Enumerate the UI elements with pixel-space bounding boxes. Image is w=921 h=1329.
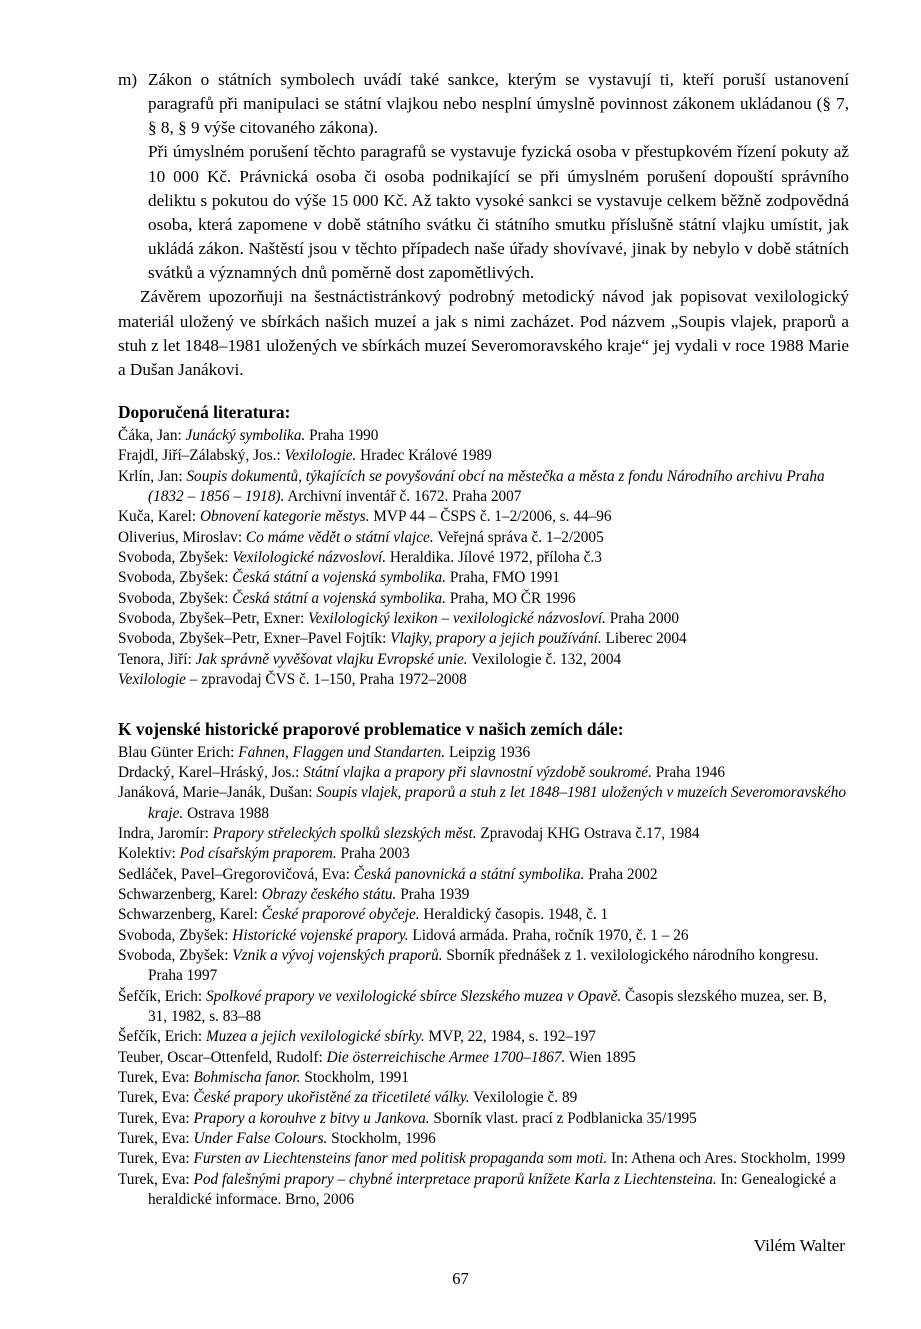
reference-entry — [118, 609, 849, 629]
author-signature: Vilém Walter — [753, 1236, 845, 1256]
reference-entry — [118, 946, 849, 987]
reference-entry — [118, 1068, 849, 1088]
reference-entry — [118, 783, 849, 824]
reference-text: Turek, Eva: — [118, 1109, 194, 1127]
reference-text: Liberec 2004 — [601, 630, 687, 648]
reference-text: Praha 2003 — [336, 845, 410, 863]
reference-text: Praha, MO ČR 1996 — [446, 589, 576, 607]
reference-title: Vexilologie. — [284, 447, 357, 465]
reference-text: Turek, Eva: — [118, 1150, 194, 1168]
reference-entry — [118, 1109, 849, 1129]
reference-text: Indra, Jaromír: — [118, 824, 213, 842]
reference-title: České praporové obyčeje. — [261, 906, 420, 924]
reference-text: Blau Günter Erich: — [118, 743, 239, 761]
section-heading: Doporučená literatura: — [118, 402, 291, 423]
reference-entry — [118, 589, 849, 609]
reference-title: Fursten av Liechtensteins fanor med politisk propaganda som moti. — [193, 1150, 608, 1168]
reference-text: Janáková, Marie–Janák, Dušan: — [118, 784, 317, 802]
reference-title: Jak správně vyvěšovat vlajku Evropské unie. — [195, 650, 468, 668]
list-item-paragraph-2: Při úmyslném porušení těchto paragrafů se vystavuje fyzická osoba v přestupkovém řízení pokuty až 10 000 Kč. Právnická osoba či osoba podnikající se při úmyslném porušení dopouští správního deliktu s pokutou do výše 15 000 Kč. Až takto vysoké sankci se vystavuje celkem běžně zodpovědná osoba, která zapomene v době státního svátku či státního smutku příslušně státní vlajku umístit, jak ukládá zákon. Naštěstí jsou v těchto případech naše úřady shovívavé, jinak by nebylo v době státních svátků a významných dnů poměrně dost zapomětlivých. — [148, 142, 849, 283]
reference-text: Turek, Eva: — [118, 1170, 194, 1188]
reference-text: Ostrava 1988 — [183, 804, 270, 822]
reference-entry — [118, 987, 849, 1028]
reference-entry — [118, 528, 849, 548]
reference-text: Kuča, Karel: — [118, 508, 200, 526]
reference-text: Turek, Eva: — [118, 1130, 194, 1148]
reference-title: Česká státní a vojenská symbolika. — [232, 569, 446, 587]
reference-title: Česká státní a vojenská symbolika. — [232, 589, 446, 607]
reference-title: Obrazy českého státu. — [261, 885, 397, 903]
reference-title: Prapory a korouhve z bitvy u Jankova. — [193, 1109, 430, 1127]
section-heading: K vojenské historické praporové problematice v našich zemích dále: — [118, 718, 624, 739]
page-number: 67 — [452, 1269, 469, 1288]
reference-text: Teuber, Oscar–Ottenfeld, Rudolf: — [118, 1048, 327, 1066]
reference-text: Čáka, Jan: — [118, 427, 186, 445]
reference-text: Tenora, Jiří: — [118, 650, 196, 668]
reference-text: Šefčík, Erich: — [118, 987, 206, 1005]
reference-entry — [118, 905, 849, 925]
reference-entry — [118, 507, 849, 527]
reference-text: Oliverius, Miroslav: — [118, 528, 246, 546]
reference-entry — [118, 629, 849, 649]
reference-text: Frajdl, Jiří–Zálabský, Jos.: — [118, 447, 285, 465]
reference-list — [118, 426, 849, 690]
reference-title: Historické vojenské prapory. — [232, 926, 409, 944]
reference-title: Bohmischa fanor. — [193, 1069, 301, 1086]
reference-text: Praha 2000 — [605, 610, 679, 628]
reference-text: Praha, FMO 1991 — [446, 569, 560, 587]
reference-text: Turek, Eva: — [118, 1089, 194, 1107]
reference-entry — [118, 1149, 849, 1169]
reference-text: Svoboda, Zbyšek: — [118, 569, 233, 587]
reference-text: Hradec Králové 1989 — [356, 447, 492, 465]
reference-text: Zpravodaj KHG Ostrava č.17, 1984 — [476, 824, 700, 842]
reference-entry — [118, 865, 849, 885]
reference-title: Fahnen, Flaggen und Standarten. — [238, 743, 446, 761]
reference-entry — [118, 926, 849, 946]
reference-title: Vexilologický lexikon – vexilologické názvosloví. — [308, 610, 606, 628]
reference-text: Schwarzenberg, Karel: — [118, 906, 262, 924]
reference-title: Pod falešnými prapory – chybné interpretace praporů knížete Karla z Liechtensteina. — [193, 1170, 717, 1188]
reference-text: Svoboda, Zbyšek: — [118, 589, 233, 607]
reference-text: Svoboda, Zbyšek: — [118, 549, 233, 567]
reference-title: Státní vlajka a prapory při slavnostní výzdobě soukromé. — [303, 763, 652, 781]
reference-entry — [118, 650, 849, 670]
reference-title: Vexilologie — [118, 671, 186, 689]
reference-entry — [118, 548, 849, 568]
reference-text: Turek, Eva: — [118, 1069, 194, 1086]
reference-text: Praha 1939 — [396, 885, 470, 903]
reference-title: Česká panovnická a státní symbolika. — [353, 865, 585, 883]
reference-title: Co máme vědět o státní vlajce. — [245, 528, 434, 546]
reference-title: Soupis vlajek, praporů a stuh z let 1848–1981 uložených v muzeích Severomoravského kraje. — [148, 784, 846, 822]
reference-title: České prapory ukořistěné za třicetileté války. — [193, 1089, 470, 1107]
reference-title: Vznik a vývoj vojenských praporů. — [232, 946, 443, 964]
list-item — [118, 68, 849, 140]
reference-text: Heraldický časopis. 1948, č. 1 — [419, 906, 609, 924]
reference-text: Lidová armáda. Praha, ročník 1970, č. 1 – 26 — [408, 926, 689, 944]
reference-title: Obnovení kategorie městys. — [199, 508, 370, 526]
reference-title: Junácký symbolika. — [185, 427, 306, 445]
closing-paragraph: Závěrem upozorňuji na šestnáctistránkový podrobný metodický návod jak popisovat vexilologický materiál uložený ve sbírkách našich muzeí a jak s nimi zacházet. Pod názvem „Soupis vlajek, praporů a stuh z let 1848–1981 uložených ve sbírkách muzeí Severomoravského kraje“ jej vydali v roce 1988 Marie a Dušan Janákovi. — [118, 287, 849, 379]
reference-text: Sborník vlast. prací z Podblanicka 35/1995 — [429, 1109, 697, 1127]
reference-text: Svoboda, Zbyšek: — [118, 946, 233, 964]
reference-text: In: Athena och Ares. Stockholm, 1999 — [607, 1150, 846, 1168]
reference-entry — [118, 743, 849, 763]
reference-entry — [118, 1027, 849, 1047]
reference-text: Stockholm, 1991 — [300, 1069, 409, 1086]
reference-text: Kolektiv: — [118, 845, 180, 863]
reference-entry — [118, 1048, 849, 1068]
list-item-marker: m) — [118, 70, 138, 89]
reference-entry — [118, 670, 849, 690]
reference-text: Časopis slezského muzea, ser. B, 31, 1982, s. 83–88 — [148, 987, 827, 1025]
reference-text: Archivní inventář č. 1672. Praha 2007 — [284, 488, 522, 506]
reference-title: Vlajky, prapory a jejich používání. — [390, 630, 602, 648]
reference-text: Krlín, Jan: — [118, 467, 187, 485]
main-text-block — [118, 68, 849, 382]
reference-entry — [118, 844, 849, 864]
reference-text: In: Genealogické a heraldické informace. Brno, 2006 — [148, 1170, 837, 1209]
reference-title: Pod císařským praporem. — [179, 845, 337, 863]
reference-text: Svoboda, Zbyšek: — [118, 926, 233, 944]
reference-title: Vexilologické názvosloví. — [232, 549, 387, 567]
reference-text: Sborník přednášek z 1. vexilologického národního kongresu. Praha 1997 — [148, 946, 819, 985]
reference-text: Svoboda, Zbyšek–Petr, Exner: — [118, 610, 309, 628]
reference-entry — [118, 568, 849, 588]
reference-entry — [118, 426, 849, 446]
reference-title: Spolkové prapory ve vexilologické sbírce Slezského muzea v Opavě. — [205, 987, 622, 1005]
reference-text: Vexilologie č. 132, 2004 — [467, 650, 622, 668]
reference-text: Svoboda, Zbyšek–Petr, Exner–Pavel Fojtík: — [118, 630, 391, 648]
reference-text: Praha 2002 — [584, 865, 658, 883]
list-item-paragraph-1: Zákon o státních symbolech uvádí také sankce, kterým se vystavují ti, kteří poruší ustanovení paragrafů při manipulaci se státní vlajkou nebo nesplní úmyslně povinnost zákonem ukládanou (§ 7, § 8, § 9 výše citovaného zákona). — [148, 70, 849, 138]
reference-entry — [118, 1088, 849, 1108]
reference-title: Die österreichische Armee 1700–1867. — [326, 1048, 566, 1066]
section-military-flag-topic — [118, 719, 849, 1211]
reference-title: Muzea a jejich vexilologické sbírky. — [205, 1028, 425, 1046]
reference-list — [118, 743, 849, 1211]
reference-text: Heraldika. Jílové 1972, příloha č.3 — [386, 549, 602, 567]
reference-text: Schwarzenberg, Karel: — [118, 885, 262, 903]
reference-text: – zpravodaj ČVS č. 1–150, Praha 1972–2008 — [185, 671, 467, 689]
reference-entry — [118, 885, 849, 905]
reference-text: Veřejná správa č. 1–2/2005 — [433, 528, 604, 546]
section-recommended-literature — [118, 402, 849, 690]
reference-text: Drdacký, Karel–Hráský, Jos.: — [118, 763, 304, 781]
reference-entry — [118, 446, 849, 466]
reference-text: Vexilologie č. 89 — [469, 1089, 578, 1107]
reference-text: Sedláček, Pavel–Gregorovičová, Eva: — [118, 865, 354, 883]
reference-text: Leipzig 1936 — [445, 743, 531, 761]
reference-entry — [118, 467, 849, 508]
reference-title: Soupis dokumentů, týkajících se povyšování obcí na městečka a města z fondu Národního archivu Praha (1832 – 1856 – 1918). — [148, 467, 825, 506]
reference-text: Praha 1990 — [305, 427, 379, 445]
reference-text: Praha 1946 — [651, 763, 725, 781]
reference-entry — [118, 763, 849, 783]
reference-title: Prapory střeleckých spolků slezských měst. — [212, 824, 477, 842]
reference-entry — [118, 1129, 849, 1149]
reference-title: Under False Colours. — [193, 1130, 328, 1148]
reference-text: MVP, 22, 1984, s. 192–197 — [424, 1028, 596, 1046]
reference-text: Wien 1895 — [565, 1048, 636, 1066]
reference-text: MVP 44 – ČSPS č. 1–2/2006, s. 44–96 — [369, 508, 612, 526]
reference-entry — [118, 1170, 849, 1211]
reference-text: Šefčík, Erich: — [118, 1028, 206, 1046]
reference-text: Stockholm, 1996 — [327, 1130, 436, 1148]
reference-entry — [118, 824, 849, 844]
